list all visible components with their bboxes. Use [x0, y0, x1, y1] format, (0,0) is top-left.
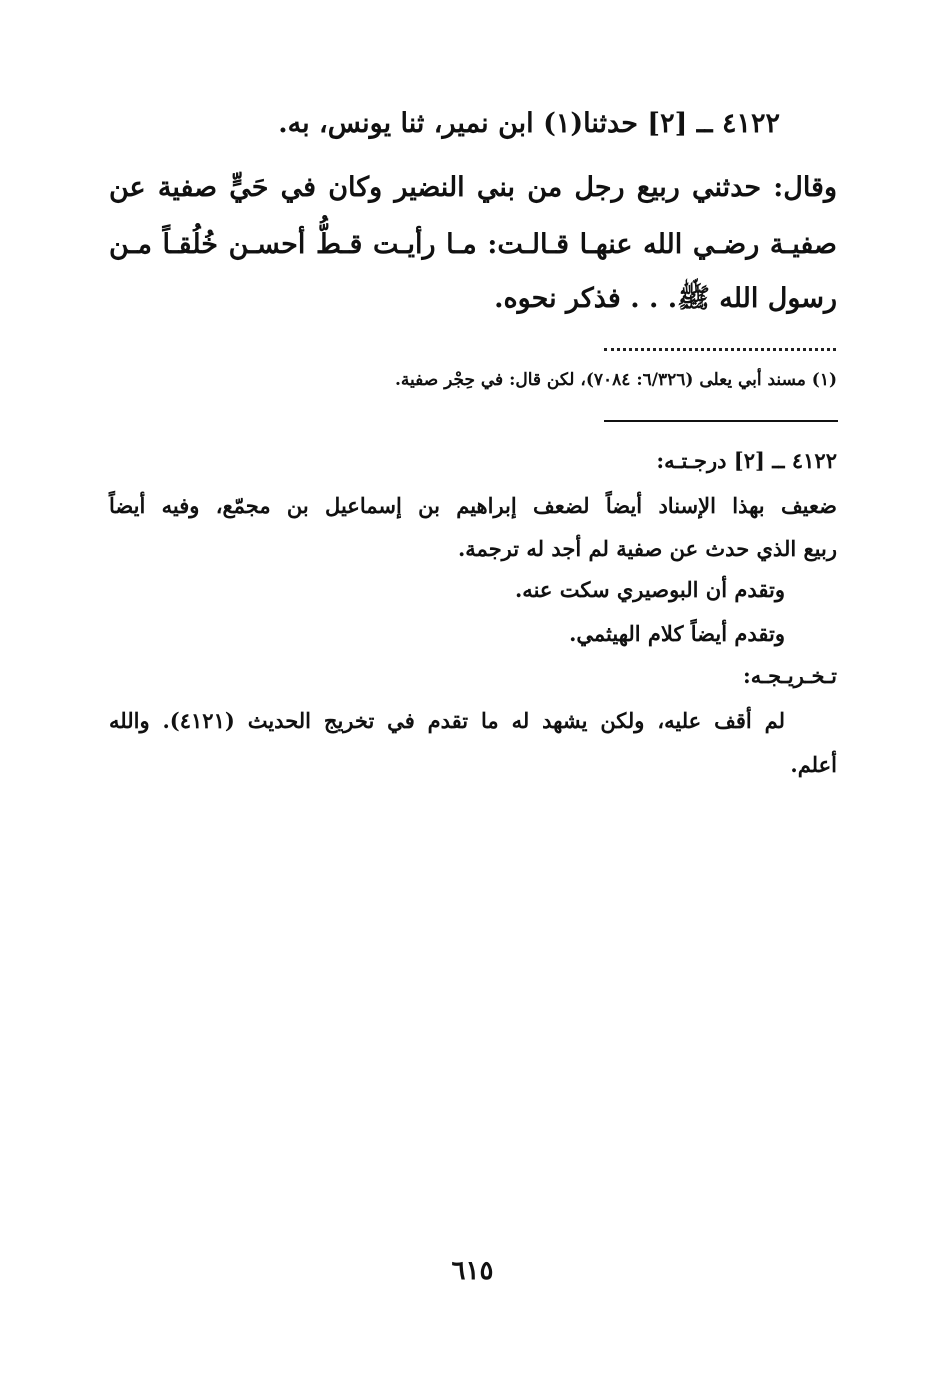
- hadith-heading: ٤١٢٢ ــ [٢] حدثنا(١) ابن نمير، ثنا يونس، به.: [278, 108, 780, 139]
- footnote: (١) مسند أبي يعلى (٦/٣٢٦: ٧٠٨٤)، لكن قال: في حِجْر صفية.: [394, 370, 837, 390]
- takhrij-heading: تـخـريـجـه:: [742, 663, 837, 688]
- footnote-separator: [604, 348, 836, 351]
- grading-heading: ٤١٢٢ ــ [٢] درجـتـه:: [656, 448, 837, 473]
- hadith-text-line-2: صفيـة رضـي الله عنهـا قـالـت: مـا رأيـت قـطُّ أحسـن خُلُقـاً مـن: [109, 229, 837, 260]
- takhrij-line-2: أعلم.: [790, 752, 837, 777]
- grading-line-4: وتقدم أيضاً كلام الهيثمي.: [569, 621, 785, 646]
- grading-line-1: ضعيف بهذا الإسناد أيضاً لضعف إبراهيم بن إسماعيل بن مجمّع، وفيه أيضاً: [109, 493, 837, 518]
- page-number: ٦١٥: [451, 1256, 494, 1286]
- grading-line-3: وتقدم أن البوصيري سكت عنه.: [515, 577, 785, 602]
- takhrij-line-1: لم أقف عليه، ولكن يشهد له ما تقدم في تخريج الحديث (٤١٢١). والله: [109, 708, 785, 733]
- section-rule: [604, 420, 838, 422]
- grading-line-2: ربيع الذي حدث عن صفية لم أجد له ترجمة.: [457, 536, 837, 561]
- hadith-text-line-3: رسول الله ﷺ. . . فذكر نحوه.: [494, 283, 837, 314]
- hadith-text-line-1: وقال: حدثني ربيع رجل من بني النضير وكان في حَيٍّ صفية عن: [109, 172, 837, 203]
